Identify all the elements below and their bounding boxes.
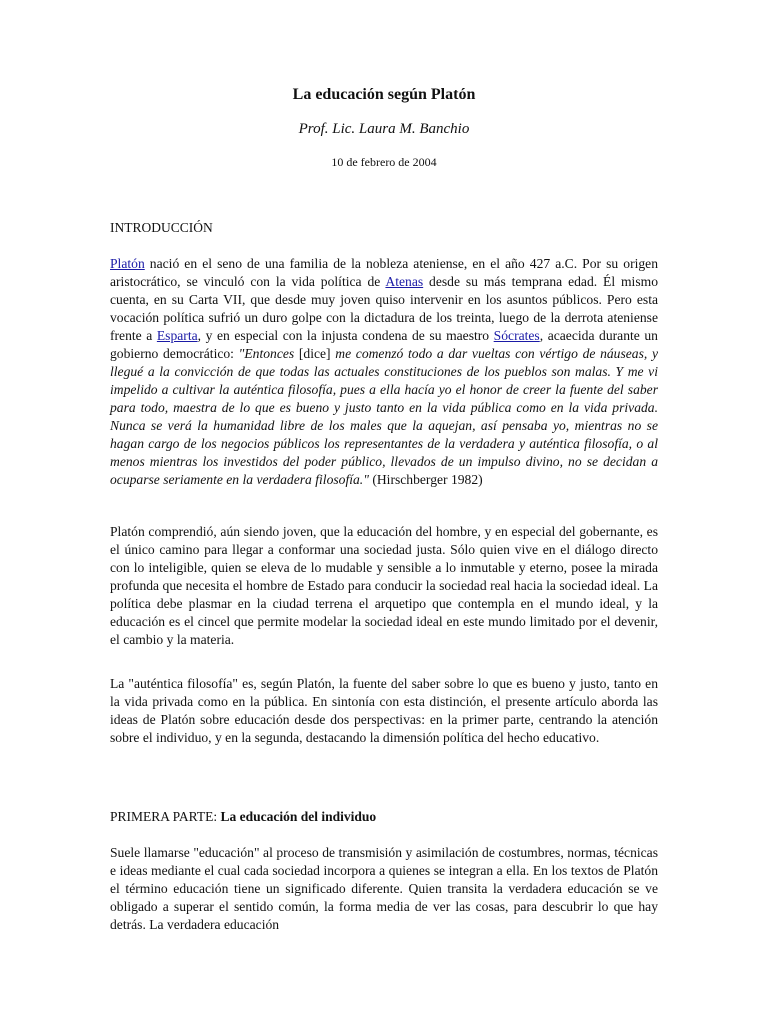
document-author: Prof. Lic. Laura M. Banchio <box>298 121 470 137</box>
paragraph-intro-1 <box>110 255 658 489</box>
link-platon[interactable]: Platón <box>110 256 145 271</box>
text-segment: , y en especial con la injusta condena de su maestro <box>197 328 494 343</box>
paragraph-part-one-1: Suele llamarse "educación" al proceso de transmisión y asimilación de costumbres, normas, técnicas e ideas mediante el cual cada sociedad incorpora a quienes se integran a ella. En los textos de Platón el término educación tiene un significado diferente. Quien transita la verdadera educación se ve obligado a superar el sentido común, la forma media de ver las cosas, para descubrir lo que hay detrás. La verdadera educación <box>110 845 658 932</box>
text-segment: , acaecida durante un gobierno democrático: <box>110 328 658 361</box>
heading-prefix: PRIMERA PARTE: <box>110 809 221 824</box>
paragraph-intro-3: La "auténtica filosofía" es, según Platón, la fuente del saber sobre lo que es bueno y justo, tanto en la vida privada como en la pública. En sintonía con esta distinción, el presente artículo aborda las ideas de Platón sobre educación desde dos perspectivas: en la primer parte, centrando la atención sobre el individuo, y en la segunda, destacando la dimensión política del hecho educativo. <box>110 676 658 745</box>
quote-body: me comenzó todo a dar vueltas con vértigo de náuseas, y llegué a la convicción de que todas las actuales constituciones de los pueblos son malas. Y me vi impelido a cultivar la auténtica filosofía, pues a ella hacía yo el honor de creer la fuente del saber para todo, maestra de lo que es bueno y justo tanto en la vida pública como en la vida privada. Nunca se verá la humanidad libre de los males que la aquejan, así pensaba yo, mientras no se hagan cargo de los negocios públicos los representantes de la verdadera y auténtica filosofía, o al menos mientras los investidos del poder público, llevados de un impulso divino, no se decidan a ocuparse seriamente en la verdadera filosofía." <box>110 346 658 487</box>
document-title: La educación según Platón <box>292 86 476 103</box>
document-date: 10 de febrero de 2004 <box>331 155 437 169</box>
text-segment: desde su más temprana edad. Él mismo cuenta, en su Carta VII, que desde muy joven quiso intervenir en los asuntos públicos. Pero esta vocación política sufrió un duro golpe con la dictadura de los treinta, luego de la derrota ateniense frente a <box>110 274 658 343</box>
text-segment: nació en el seno de una familia de la nobleza ateniense, en el año 427 a.C. Por su origen aristocrático, se vinculó con la vida política de <box>110 256 658 289</box>
link-atenas[interactable]: Atenas <box>385 274 424 289</box>
citation: (Hirschberger 1982) <box>368 472 483 487</box>
heading-title: La educación del individuo <box>220 809 377 824</box>
quote-opening: "Entonces <box>238 346 295 361</box>
paragraph-intro-2: Platón comprendió, aún siendo joven, que la educación del hombre, y en especial del gobernante, es el único camino para llegar a conformar una sociedad justa. Sólo quien vive en el diálogo directo con lo inteligible, quien se eleva de lo mudable y sensible a lo inmutable y eterno, posee la mirada profunda que necesita el hombre de Estado para conducir la sociedad real hacia la sociedad ideal. La política debe plasmar en la ciudad terrena el arquetipo que contempla en el mundo ideal, y la educación es el cincel que permite modelar la sociedad ideal en este mundo limitado por el devenir, el cambio y la materia. <box>110 524 658 647</box>
section-heading-introduction: INTRODUCCIÓN <box>110 220 213 235</box>
section-heading-part-one <box>110 809 376 825</box>
link-socrates[interactable]: Sócrates <box>493 328 540 343</box>
text-segment: [dice] <box>294 346 336 361</box>
link-esparta[interactable]: Esparta <box>156 328 198 343</box>
